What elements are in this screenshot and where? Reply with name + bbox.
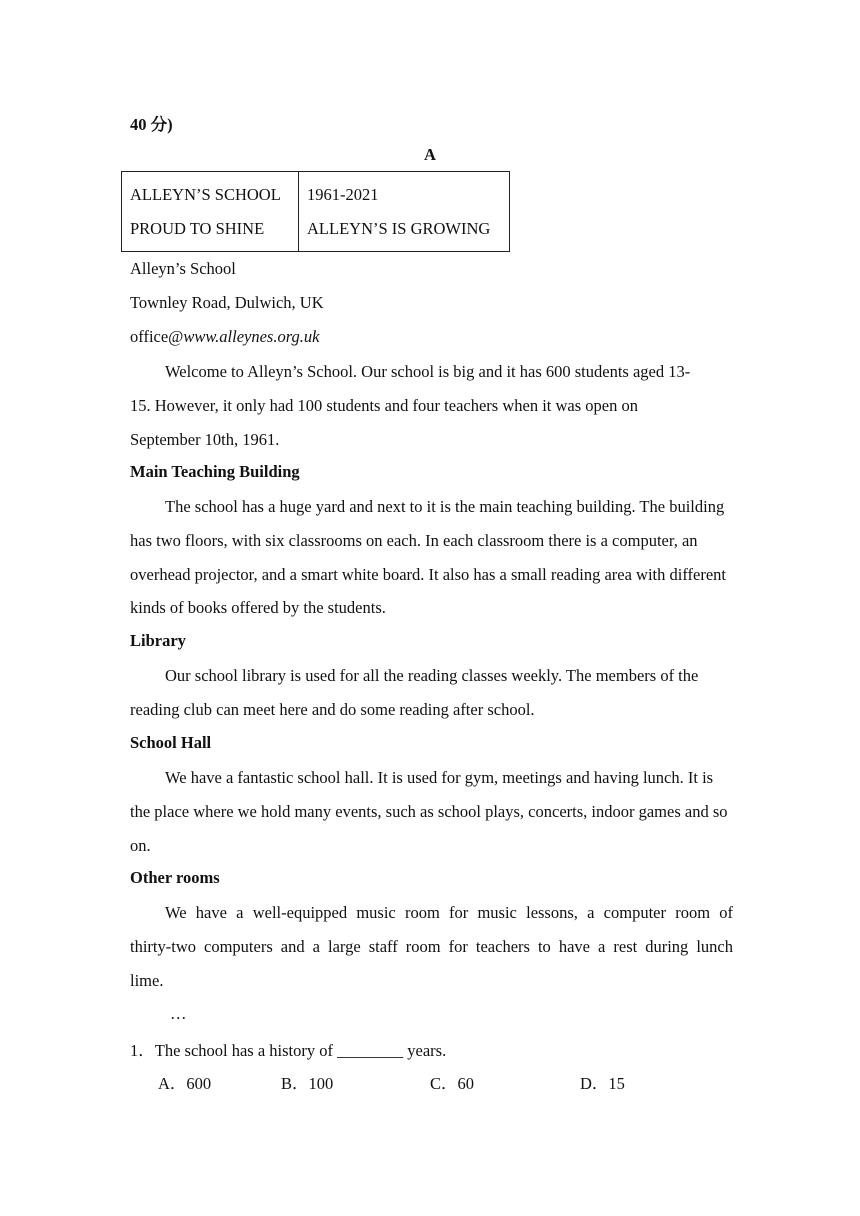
- main-building-paragraph: [130, 490, 730, 625]
- email-prefix: office@: [130, 327, 184, 346]
- intro-text: Welcome to Alleyn’s School. Our school is big and it has 600 students aged 13-15. However, it only had 100 students and four teachers when it was open on September 10th, 1961.: [130, 362, 691, 449]
- years-cell: 1961-2021: [307, 185, 379, 204]
- library-text: Our school library is used for all the reading classes weekly. The members of the reading club can meet here and do some reading after school.: [130, 666, 699, 719]
- question-number: 1．: [130, 1041, 155, 1060]
- slogan-cell: ALLEYN’S IS GROWING: [307, 218, 491, 238]
- school-name-cell: ALLEYN’S SCHOOL: [130, 185, 281, 204]
- section-heading-main-building: Main Teaching Building: [130, 462, 300, 481]
- school-hall-text: We have a fantastic school hall. It is used for gym, meetings and having lunch. It is the place where we hold many events, such as school plays, concerts, indoor games and so on.: [130, 768, 728, 855]
- other-rooms-line-2: thirty-two computers and a large staff room for teachers to have a rest during lunch: [130, 936, 733, 956]
- option-d[interactable]: D．15: [580, 1074, 625, 1093]
- section-heading-school-hall: School Hall: [130, 733, 212, 752]
- other-rooms-line-1: We have a well-equipped music room for music lessons, a computer room of: [165, 903, 733, 922]
- intro-paragraph: [130, 355, 710, 456]
- question-text: The school has a history of ________ years.: [154, 1041, 447, 1060]
- school-hall-paragraph: [130, 761, 730, 862]
- question-1: [130, 1037, 446, 1061]
- address-school-name: Alleyn’s School: [130, 259, 236, 278]
- main-building-text: The school has a huge yard and next to it is the main teaching building. The building has two floors, with six classrooms on each. In each classroom there is a computer, an overhead projector, and a smart white board. It also has a small reading area with different kinds of books offered by the students.: [130, 497, 727, 618]
- other-rooms-line-3: lime.: [130, 970, 164, 990]
- ellipsis: …: [170, 1004, 187, 1023]
- passage-label: A: [424, 145, 436, 164]
- other-rooms-paragraph: [130, 896, 733, 997]
- option-a[interactable]: A．600: [158, 1074, 212, 1093]
- section-heading: 40 分): [130, 115, 173, 134]
- info-table-cell-left: [122, 172, 299, 252]
- section-heading-other-rooms: Other rooms: [130, 868, 220, 887]
- option-c[interactable]: C．60: [430, 1074, 475, 1093]
- library-paragraph: [130, 659, 730, 727]
- info-table: [121, 171, 510, 252]
- info-table-cell-right: [299, 172, 510, 252]
- email-website-link[interactable]: www.alleynes.org.uk: [183, 327, 320, 346]
- section-heading-library: Library: [130, 631, 186, 650]
- address-email: [130, 327, 319, 347]
- motto-cell: PROUD TO SHINE: [130, 218, 265, 238]
- option-b[interactable]: B．100: [281, 1074, 334, 1093]
- address-street: Townley Road, Dulwich, UK: [130, 293, 324, 312]
